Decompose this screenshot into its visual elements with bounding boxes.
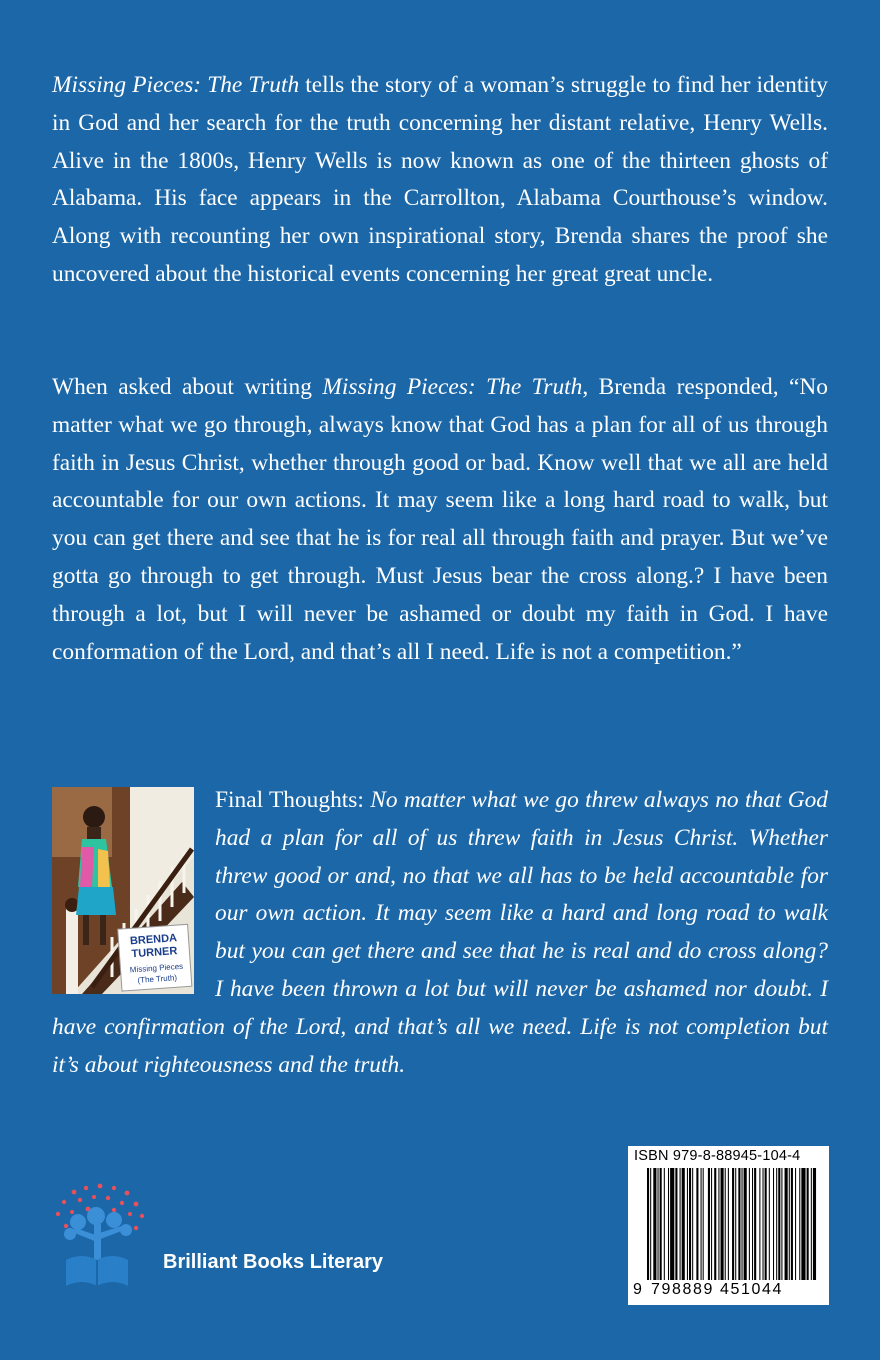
description-paragraph-2 — [52, 369, 828, 671]
barcode-bar — [801, 1168, 805, 1280]
barcode-bar — [769, 1168, 770, 1280]
barcode-bar — [680, 1168, 681, 1280]
barcode-bar — [714, 1168, 716, 1280]
author-photo — [52, 787, 194, 994]
barcode-bar — [749, 1168, 750, 1280]
barcode-bar — [785, 1168, 788, 1280]
barcode-digits: 798889 451044 — [651, 1281, 784, 1298]
barcode-bar — [763, 1168, 764, 1280]
barcode-bar — [759, 1168, 760, 1280]
publisher-logo — [52, 1182, 432, 1302]
barcode-bar — [728, 1168, 729, 1280]
barcode-bar — [725, 1168, 726, 1280]
barcode-bar — [718, 1168, 719, 1280]
barcode-bar — [660, 1168, 662, 1280]
barcode-bar — [795, 1168, 796, 1280]
barcode-bar — [778, 1168, 780, 1280]
final-thoughts-text: No matter what we go threw always no that God had a plan for all of us threw faith in Jesus Christ. Whether threw good or and, no that we all has to be held accountable for our own action. It may seem like a hard and long road to walk but you can get there and see that he is real and do cross along? I have been thrown a lot but will never be ashamed nor doubt. I have confirmation of the Lord, and that’s all we need. Life is not completion but it’s about righteousness and the truth. — [52, 787, 828, 1078]
book-tree-logo-icon — [52, 1182, 162, 1300]
barcode-bar — [789, 1168, 790, 1280]
sign-line-1: BRENDA — [129, 932, 178, 948]
publisher-name: Brilliant Books Literary — [163, 1251, 384, 1273]
barcode-bar — [738, 1168, 740, 1280]
isbn-label: ISBN 979-8-88945-104-4 — [634, 1148, 801, 1164]
barcode-bar — [799, 1168, 800, 1280]
paragraph-text: tells the story of a woman’s struggle to find her identity in God and her search for the truth concerning her distant relative, Henry Wells. Alive in the 1800s, Henry Wells is now known as one of the thirteen ghosts of Alabama. His face appears in the Carrollton, Alabama Courthouse’s window. Along with recounting her own inspirational story, Brenda shares the proof she uncovered about the historical events concerning her great great uncle. — [52, 72, 829, 287]
barcode-bar — [708, 1168, 710, 1280]
barcode-bar — [754, 1168, 756, 1280]
book-title: Missing Pieces: The Truth — [52, 72, 300, 98]
barcode-bar — [696, 1168, 698, 1280]
barcode-bar — [721, 1168, 724, 1280]
sign-line-2: TURNER — [131, 945, 178, 961]
barcode-bar — [811, 1168, 812, 1280]
barcode-bar — [692, 1168, 693, 1280]
barcode-bar — [765, 1168, 767, 1280]
barcode-bar — [732, 1168, 734, 1280]
barcode-digit-first: 9 — [633, 1281, 642, 1298]
barcode-bar — [647, 1168, 649, 1280]
barcode-bar — [682, 1168, 685, 1280]
barcode-bar — [650, 1168, 651, 1280]
barcode-bar — [744, 1168, 747, 1280]
barcode-bar — [813, 1168, 816, 1280]
barcode-bar — [675, 1168, 677, 1280]
barcode-bar — [752, 1168, 753, 1280]
barcode-bar — [687, 1168, 688, 1280]
barcode-bar — [703, 1168, 704, 1280]
barcode-bar — [653, 1168, 656, 1280]
barcode-bar — [791, 1168, 793, 1280]
isbn-barcode — [628, 1146, 829, 1305]
barcode-bar — [781, 1168, 782, 1280]
final-thoughts-section — [52, 782, 828, 1084]
barcode-bar — [658, 1168, 659, 1280]
final-thoughts-label: Final Thoughts: — [215, 787, 371, 813]
barcode-bar — [668, 1168, 669, 1280]
barcode-bar — [773, 1168, 774, 1280]
barcode-bar — [711, 1168, 712, 1280]
description-paragraph-1 — [52, 67, 828, 294]
sign-line-3: Missing Pieces — [129, 961, 184, 975]
barcode-bar — [701, 1168, 702, 1280]
book-title: Missing Pieces: The Truth — [322, 374, 583, 400]
barcode-bar — [776, 1168, 777, 1280]
barcode-bar — [670, 1168, 674, 1280]
barcode-bar — [689, 1168, 691, 1280]
barcode-bar — [735, 1168, 736, 1280]
author-photo-icon — [52, 787, 194, 994]
barcode-icon — [647, 1168, 817, 1292]
barcode-bar — [742, 1168, 743, 1280]
paragraph-text: , Brenda responded, “No matter what we go through, always know that God has a plan for all of us through faith in Jesus Christ, whether through good or bad. Know well that we all are held accountable for our own actions. It may seem like a long hard road to walk, but you can get there and see that he is for real all through faith and prayer. But we’ve gotta go through to get through. Must Jesus bear the cross along.? I have been through a lot, but I will never be ashamed or doubt my faith in God. I have conformation of the Lord, and that’s all I need. Life is not a competition.” — [52, 374, 828, 665]
paragraph-lead: When asked about writing — [52, 374, 323, 400]
barcode-bar — [807, 1168, 809, 1280]
sign-line-4: (The Truth) — [137, 973, 178, 985]
barcode-bar — [664, 1168, 665, 1280]
